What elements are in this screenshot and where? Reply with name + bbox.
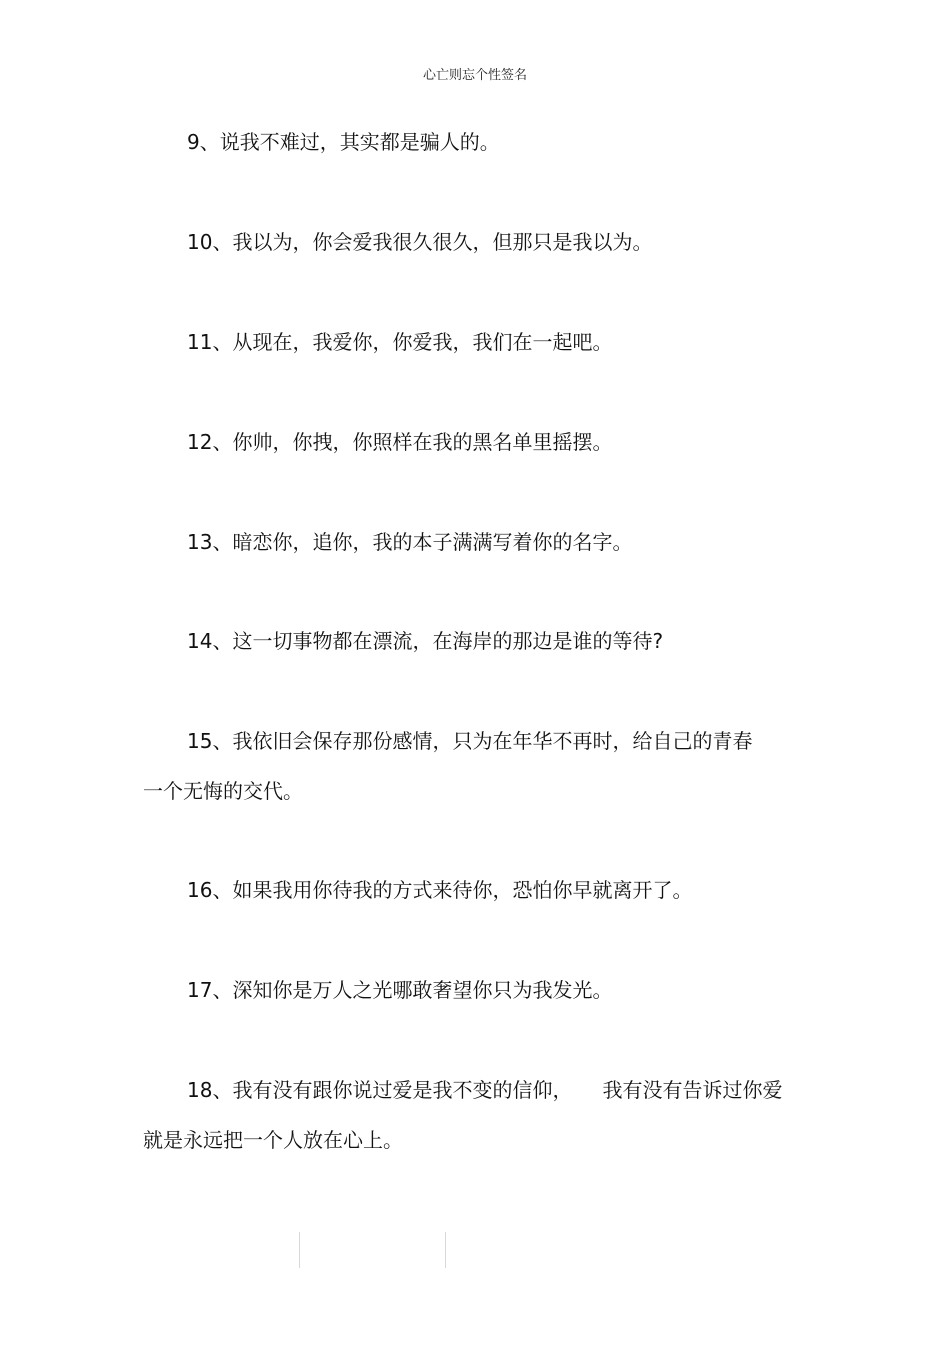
list-item xyxy=(143,517,803,567)
item-text: 10、我以为，你会爱我很久很久，但那只是我以为。 xyxy=(187,230,653,254)
page-header: 心亡则忘个性签名 xyxy=(422,68,527,83)
item-text: 18、我有没有跟你说过爱是我不变的信仰， 我有没有告诉过你爱 xyxy=(187,1078,783,1102)
list-item xyxy=(143,317,803,367)
list-item xyxy=(143,217,803,267)
divider xyxy=(299,1232,300,1268)
item-text-continued: 一个无悔的交代。 xyxy=(143,779,303,803)
list-item xyxy=(143,965,803,1015)
item-text: 12、你帅，你拽，你照样在我的黑名单里摇摆。 xyxy=(187,430,613,454)
item-text: 11、从现在，我爱你，你爱我，我们在一起吧。 xyxy=(187,330,613,354)
divider xyxy=(445,1232,446,1268)
item-text-continued: 就是永远把一个人放在心上。 xyxy=(143,1128,403,1152)
item-text: 13、暗恋你，追你，我的本子满满写着你的名字。 xyxy=(187,530,633,554)
list-item xyxy=(143,117,803,167)
item-text: 17、深知你是万人之光哪敢奢望你只为我发光。 xyxy=(187,978,613,1002)
list-item xyxy=(143,865,803,915)
item-text: 14、这一切事物都在漂流，在海岸的那边是谁的等待? xyxy=(187,629,664,653)
item-text: 16、如果我用你待我的方式来待你，恐怕你早就离开了。 xyxy=(187,878,693,902)
item-text: 9、说我不难过，其实都是骗人的。 xyxy=(187,130,500,154)
list-item xyxy=(143,1065,803,1165)
list-item xyxy=(143,716,803,816)
list-item xyxy=(143,616,803,666)
list-item xyxy=(143,417,803,467)
item-text: 15、我依旧会保存那份感情，只为在年华不再时，给自己的青春 xyxy=(187,729,753,753)
